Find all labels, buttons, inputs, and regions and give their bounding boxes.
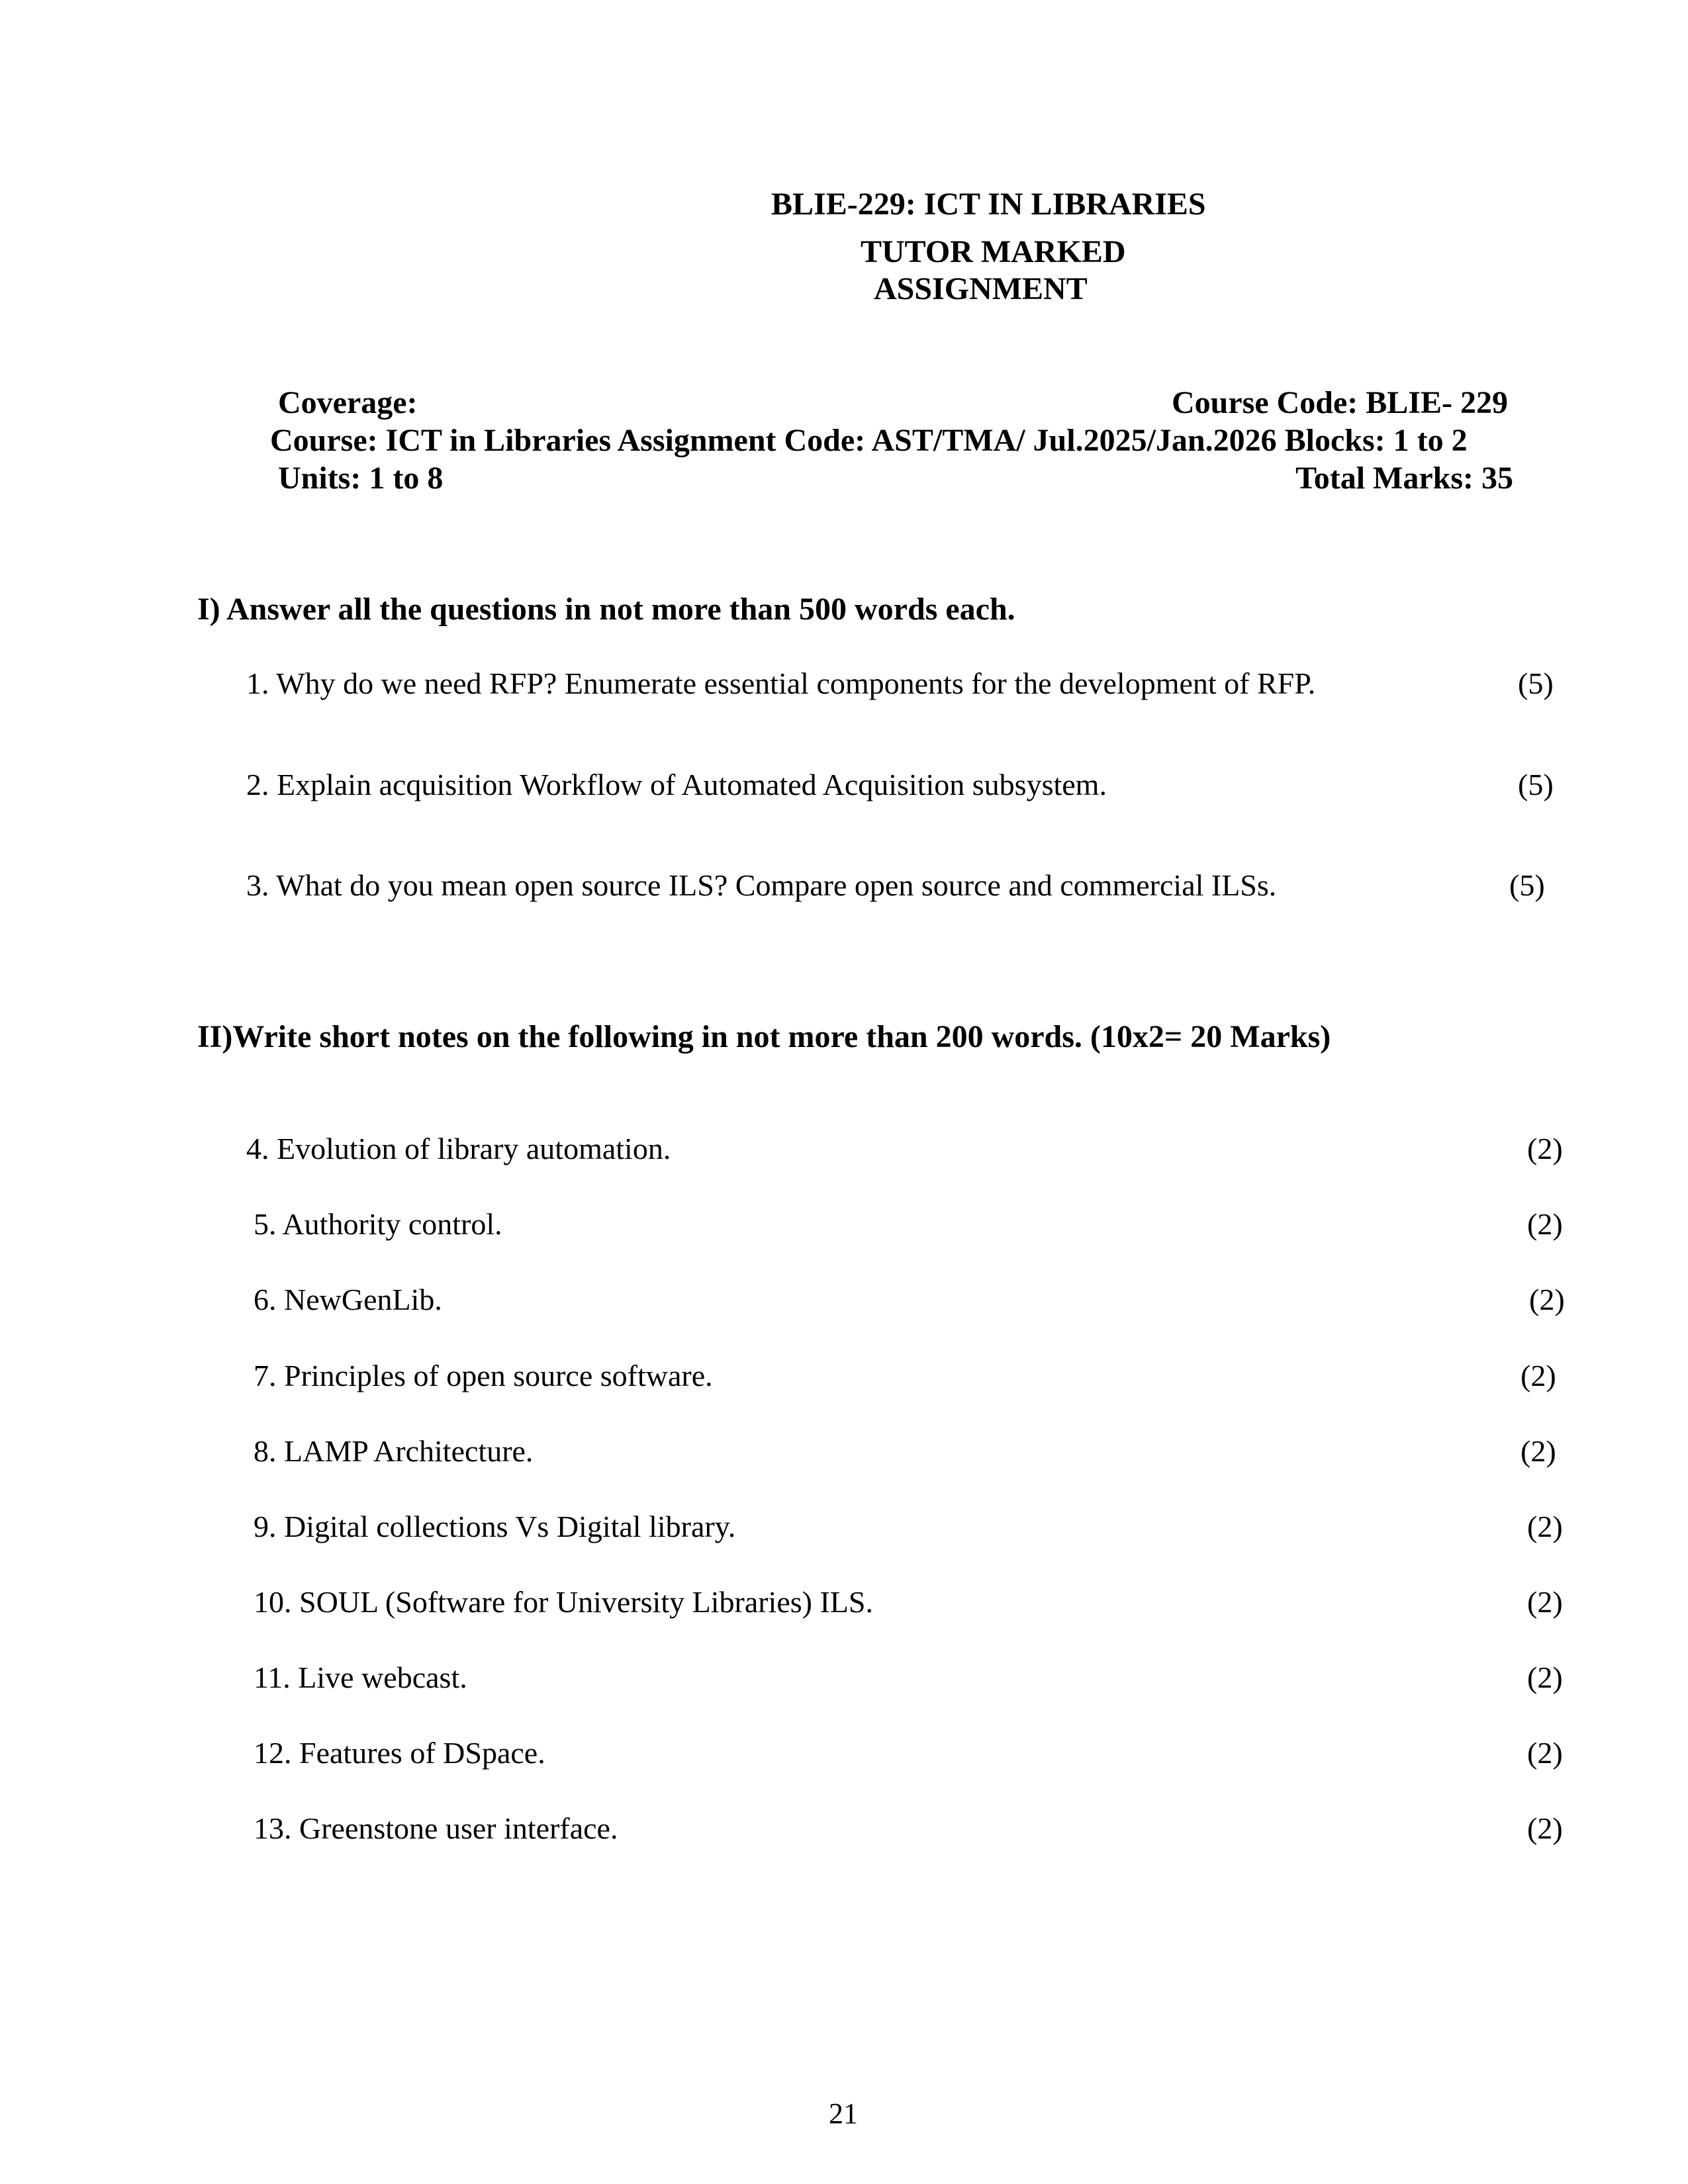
question-7: 7. Principles of open source software. [254, 1359, 713, 1392]
question-4-marks: (2) [1527, 1132, 1563, 1165]
page-number: 21 [829, 2097, 858, 2130]
question-12-marks: (2) [1527, 1736, 1563, 1770]
question-1-marks: (5) [1518, 666, 1554, 700]
question-11-marks: (2) [1527, 1661, 1563, 1694]
question-13-marks: (2) [1527, 1811, 1563, 1845]
total-marks: Total Marks: 35 [1295, 461, 1513, 496]
question-10: 10. SOUL (Software for University Libraries) ILS. [254, 1585, 873, 1619]
question-7-marks: (2) [1521, 1359, 1556, 1392]
document-subtitle-line2: ASSIGNMENT [874, 271, 1088, 306]
question-3-marks: (5) [1509, 868, 1545, 902]
document-title: BLIE-229: ICT IN LIBRARIES [771, 187, 1206, 222]
question-3: 3. What do you mean open source ILS? Compare open source and commercial ILSs. [246, 868, 1277, 902]
question-5: 5. Authority control. [254, 1207, 502, 1241]
question-6-marks: (2) [1529, 1283, 1565, 1316]
section-1-heading: I) Answer all the questions in not more than 500 words each. [197, 592, 1015, 627]
question-8: 8. LAMP Architecture. [254, 1434, 534, 1468]
document-subtitle-line1: TUTOR MARKED [861, 234, 1126, 269]
question-5-marks: (2) [1527, 1207, 1563, 1241]
question-2: 2. Explain acquisition Workflow of Automated Acquisition subsystem. [246, 768, 1107, 801]
question-8-marks: (2) [1521, 1434, 1556, 1468]
question-11: 11. Live webcast. [254, 1661, 467, 1694]
question-9: 9. Digital collections Vs Digital library. [254, 1510, 736, 1543]
section-2-heading: II)Write short notes on the following in not more than 200 words. (10x2= 20 Marks) [197, 1019, 1331, 1054]
question-6: 6. NewGenLib. [254, 1283, 442, 1316]
question-2-marks: (5) [1518, 768, 1554, 801]
question-9-marks: (2) [1527, 1510, 1563, 1543]
question-1: 1. Why do we need RFP? Enumerate essential components for the development of RFP. [246, 666, 1316, 700]
course-code: Course Code: BLIE- 229 [1171, 385, 1508, 420]
course-assignment-line: Course: ICT in Libraries Assignment Code: AST/TMA/ Jul.2025/Jan.2026 Blocks: 1 to 2 [270, 423, 1468, 458]
units-label: Units: 1 to 8 [278, 461, 444, 496]
question-4: 4. Evolution of library automation. [246, 1132, 671, 1165]
question-12: 12. Features of DSpace. [254, 1736, 545, 1770]
question-13: 13. Greenstone user interface. [254, 1811, 618, 1845]
question-10-marks: (2) [1527, 1585, 1563, 1619]
coverage-label: Coverage: [278, 385, 418, 420]
